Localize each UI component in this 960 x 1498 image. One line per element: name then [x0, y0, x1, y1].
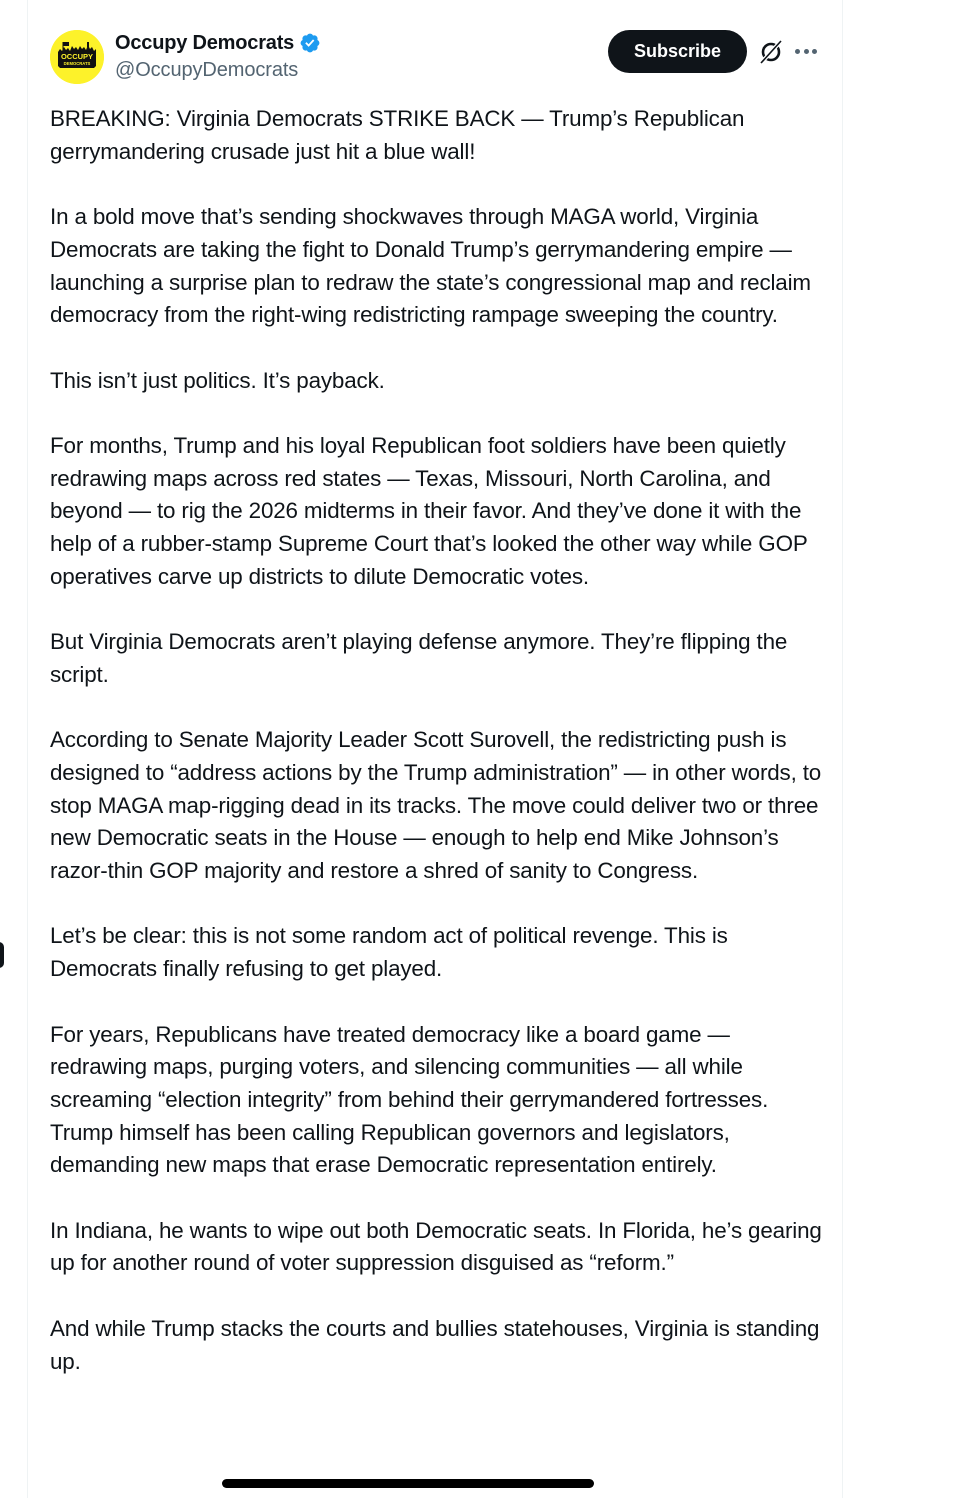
- grok-icon[interactable]: [758, 39, 784, 65]
- more-dot: [812, 49, 817, 54]
- post-paragraph: But Virginia Democrats aren’t playing defense anymore. They’re flipping the script.: [50, 629, 788, 687]
- home-indicator-bar[interactable]: [222, 1479, 594, 1488]
- post-paragraph: For months, Trump and his loyal Republican foot soldiers have been quietly redrawing maps across red states — Texas, Missouri, North Carolina, and beyond — to rig the 2026 midterms in their favor. And they’ve done it with the help of a rubber-stamp Supreme Court that’s looked the other way while GOP operatives carve up districts to dilute Democratic votes.: [50, 432, 808, 589]
- post-body-text: [50, 103, 830, 1411]
- author-name-row: [115, 30, 321, 56]
- post-paragraph: According to Senate Majority Leader Scott Surovell, the redistricting push is designed to “address actions by the Trump administration” — in other words, to stop MAGA map-rigging dead in its tracks. The move could deliver two or three new Democratic seats in the House — enough to help end Mike Johnson’s razor-thin GOP majority and restore a shred of sanity to Congress.: [50, 727, 822, 884]
- post-paragraph: This isn’t just politics. It’s payback.: [50, 367, 385, 393]
- author-identity: [115, 30, 321, 82]
- timeline-right-divider: [842, 0, 843, 1498]
- verified-badge-icon[interactable]: [299, 32, 321, 54]
- svg-text:DEMOCRATS: DEMOCRATS: [63, 61, 91, 66]
- post-header: [50, 28, 840, 88]
- post-paragraph: In a bold move that’s sending shockwaves through MAGA world, Virginia Democrats are taking the fight to Donald Trump’s gerrymandering empire — launching a surprise plan to redraw the state’s congressional map and reclaim democracy from the right-wing redistricting rampage sweeping the country.: [50, 204, 811, 328]
- more-options-icon[interactable]: [795, 46, 817, 56]
- occupy-democrats-logo-icon: [50, 30, 104, 84]
- post-paragraph: In Indiana, he wants to wipe out both Democratic seats. In Florida, he’s gearing up for another round of voter suppression disguised as “reform.”: [50, 1217, 822, 1276]
- post-paragraph: And while Trump stacks the courts and bullies statehouses, Virginia is standing up.: [50, 1315, 820, 1374]
- post-paragraph: Let’s be clear: this is not some random act of political revenge. This is Democrats finally refusing to get played.: [50, 923, 728, 982]
- more-dot: [804, 49, 809, 54]
- offscreen-element-edge: [0, 942, 4, 968]
- subscribe-button[interactable]: Subscribe: [608, 30, 747, 73]
- avatar[interactable]: [50, 30, 104, 84]
- post-paragraph: BREAKING: Virginia Democrats STRIKE BACK — Trump’s Republican gerrymandering crusade just hit a blue wall!: [50, 106, 745, 164]
- author-display-name[interactable]: Occupy Democrats: [115, 31, 295, 54]
- more-dot: [795, 49, 800, 54]
- timeline-left-divider: [27, 0, 28, 1498]
- post-paragraph: For years, Republicans have treated democracy like a board game — redrawing maps, purging voters, and silencing communities — all while screaming “election integrity” from behind their gerrymandered fortresses. Trump himself has been calling Republican governors and legislators, demanding new maps that erase Democratic representation entirely.: [50, 1021, 769, 1178]
- svg-text:OCCUPY: OCCUPY: [60, 52, 94, 61]
- author-handle[interactable]: @OccupyDemocrats: [115, 59, 299, 81]
